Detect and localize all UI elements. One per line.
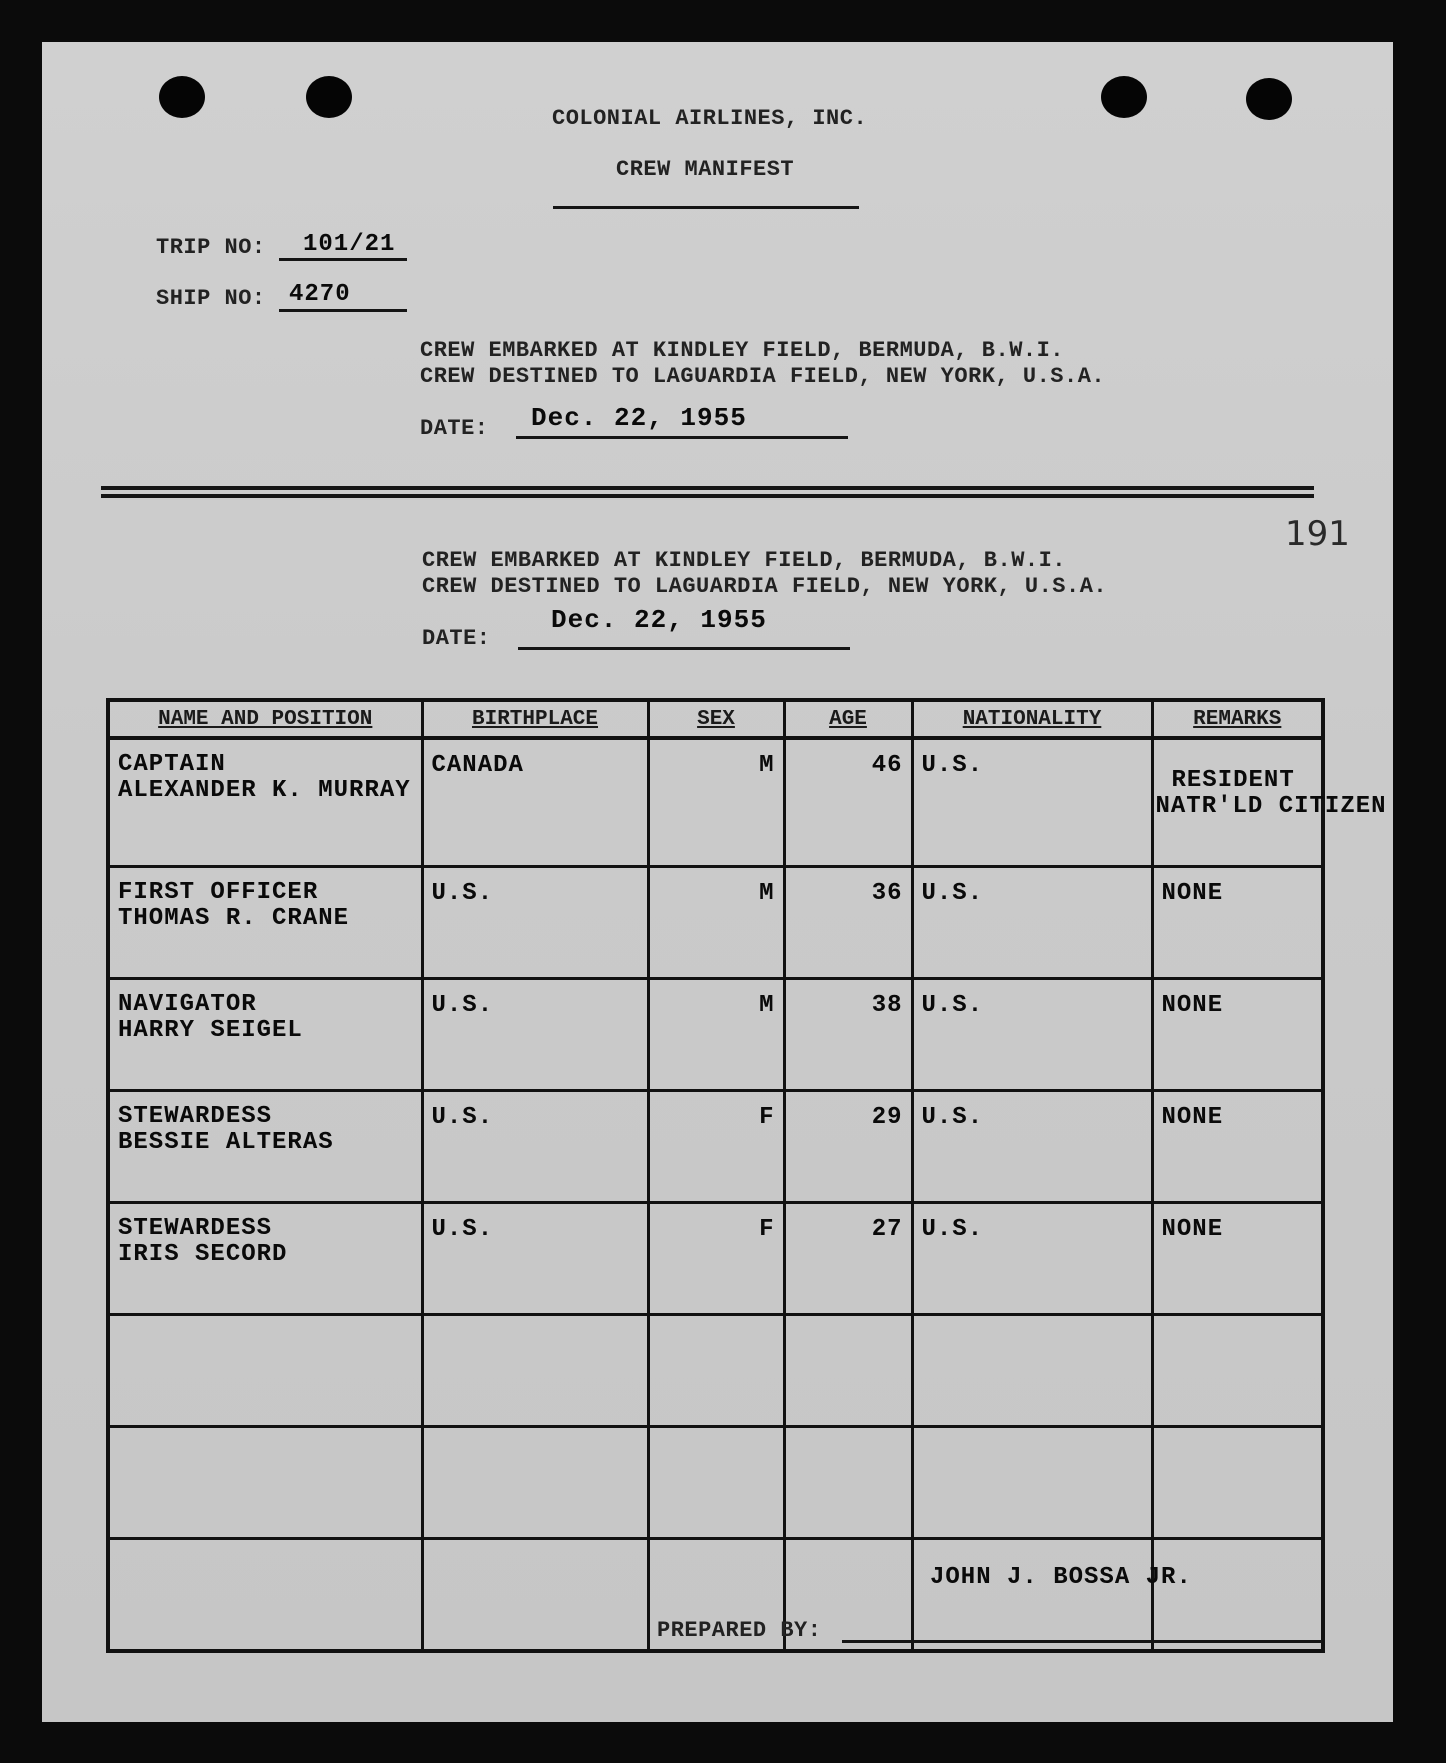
ship-no-underline	[279, 309, 407, 312]
birthplace-cell: U.S.	[422, 1203, 648, 1315]
table-row	[108, 1091, 1323, 1203]
trip-no-value: 101/21	[303, 231, 396, 258]
birthplace-cell: U.S.	[422, 867, 648, 979]
table-row	[108, 867, 1323, 979]
crew-position: STEWARDESS	[118, 1103, 273, 1130]
date-label: DATE:	[422, 626, 491, 651]
company-name: COLONIAL AIRLINES, INC.	[552, 106, 868, 131]
document-title: CREW MANIFEST	[616, 157, 795, 182]
date-underline	[518, 647, 850, 650]
remarks-cell: NONE	[1152, 1091, 1323, 1203]
crew-embarked-text: CREW EMBARKED AT KINDLEY FIELD, BERMUDA, B.W.I.	[422, 548, 1067, 573]
remarks-line: NATR'LD CITIZEN	[1155, 793, 1387, 820]
header-remarks: REMARKS	[1152, 700, 1323, 738]
punch-hole	[1101, 76, 1147, 118]
table-row	[108, 1203, 1323, 1315]
crew-position: NAVIGATOR	[118, 991, 257, 1018]
sex-cell: F	[648, 1203, 784, 1315]
ship-no-label: SHIP NO:	[156, 286, 266, 311]
date-label: DATE:	[420, 416, 489, 441]
nationality-cell: U.S.	[912, 1091, 1152, 1203]
punch-hole	[1246, 78, 1292, 120]
table-row	[108, 979, 1323, 1091]
page-number: 191	[1285, 514, 1350, 554]
nationality-cell: U.S.	[912, 738, 1152, 867]
date-value: Dec. 22, 1955	[551, 605, 767, 635]
nationality-cell: U.S.	[912, 867, 1152, 979]
sex-cell: F	[648, 1091, 784, 1203]
prepared-by-underline	[842, 1640, 1322, 1643]
section-divider	[101, 486, 1314, 490]
sex-cell: M	[648, 979, 784, 1091]
name-position-cell	[108, 1091, 422, 1203]
ship-no-value: 4270	[289, 281, 351, 308]
age-cell: 38	[784, 979, 912, 1091]
trip-no-label: TRIP NO:	[156, 235, 266, 260]
crew-embarked-text: CREW EMBARKED AT KINDLEY FIELD, BERMUDA, B.W.I.	[420, 338, 1065, 363]
name-position-cell	[108, 1203, 422, 1315]
crew-destined-text: CREW DESTINED TO LAGUARDIA FIELD, NEW YORK, U.S.A.	[420, 364, 1106, 389]
sex-cell: M	[648, 738, 784, 867]
crew-name: HARRY SEIGEL	[118, 1017, 303, 1044]
table-row	[108, 738, 1323, 867]
age-cell: 46	[784, 738, 912, 867]
prepared-by-label: PREPARED BY:	[657, 1618, 822, 1643]
section-divider	[101, 494, 1314, 498]
birthplace-cell: U.S.	[422, 1091, 648, 1203]
crew-position: STEWARDESS	[118, 1215, 273, 1242]
date-value: Dec. 22, 1955	[531, 403, 747, 433]
remarks-cell: NONE	[1152, 867, 1323, 979]
nationality-cell: U.S.	[912, 1203, 1152, 1315]
birthplace-cell: CANADA	[422, 738, 648, 867]
remarks-cell: NONE	[1152, 979, 1323, 1091]
name-position-cell	[108, 867, 422, 979]
name-position-cell	[108, 979, 422, 1091]
header-name-position: NAME AND POSITION	[108, 700, 422, 738]
birthplace-cell: U.S.	[422, 979, 648, 1091]
header-sex: SEX	[648, 700, 784, 738]
empty-table-row	[108, 1427, 1323, 1539]
empty-table-row	[108, 1315, 1323, 1427]
date-underline	[516, 436, 848, 439]
crew-name: ALEXANDER K. MURRAY	[118, 777, 411, 804]
crew-name: IRIS SECORD	[118, 1241, 288, 1268]
crew-position: FIRST OFFICER	[118, 879, 319, 906]
age-cell: 36	[784, 867, 912, 979]
crew-name: THOMAS R. CRANE	[118, 905, 350, 932]
sex-cell: M	[648, 867, 784, 979]
crew-manifest-table	[106, 698, 1387, 1653]
crew-destined-text: CREW DESTINED TO LAGUARDIA FIELD, NEW YORK, U.S.A.	[422, 574, 1108, 599]
name-position-cell	[108, 738, 422, 867]
remarks-line: RESIDENT	[1171, 767, 1295, 794]
header-age: AGE	[784, 700, 912, 738]
nationality-cell: U.S.	[912, 979, 1152, 1091]
punch-hole	[159, 76, 205, 118]
age-cell: 29	[784, 1091, 912, 1203]
age-cell: 27	[784, 1203, 912, 1315]
remarks-cell	[1152, 738, 1387, 867]
trip-no-underline	[279, 258, 407, 261]
preparer-name: JOHN J. BOSSA JR.	[930, 1564, 1192, 1591]
title-underline	[553, 206, 859, 209]
header-birthplace: BIRTHPLACE	[422, 700, 648, 738]
remarks-cell: NONE	[1152, 1203, 1323, 1315]
punch-hole	[306, 76, 352, 118]
crew-name: BESSIE ALTERAS	[118, 1129, 334, 1156]
table-header-row	[108, 700, 1323, 738]
header-nationality: NATIONALITY	[912, 700, 1152, 738]
crew-position: CAPTAIN	[118, 751, 226, 778]
